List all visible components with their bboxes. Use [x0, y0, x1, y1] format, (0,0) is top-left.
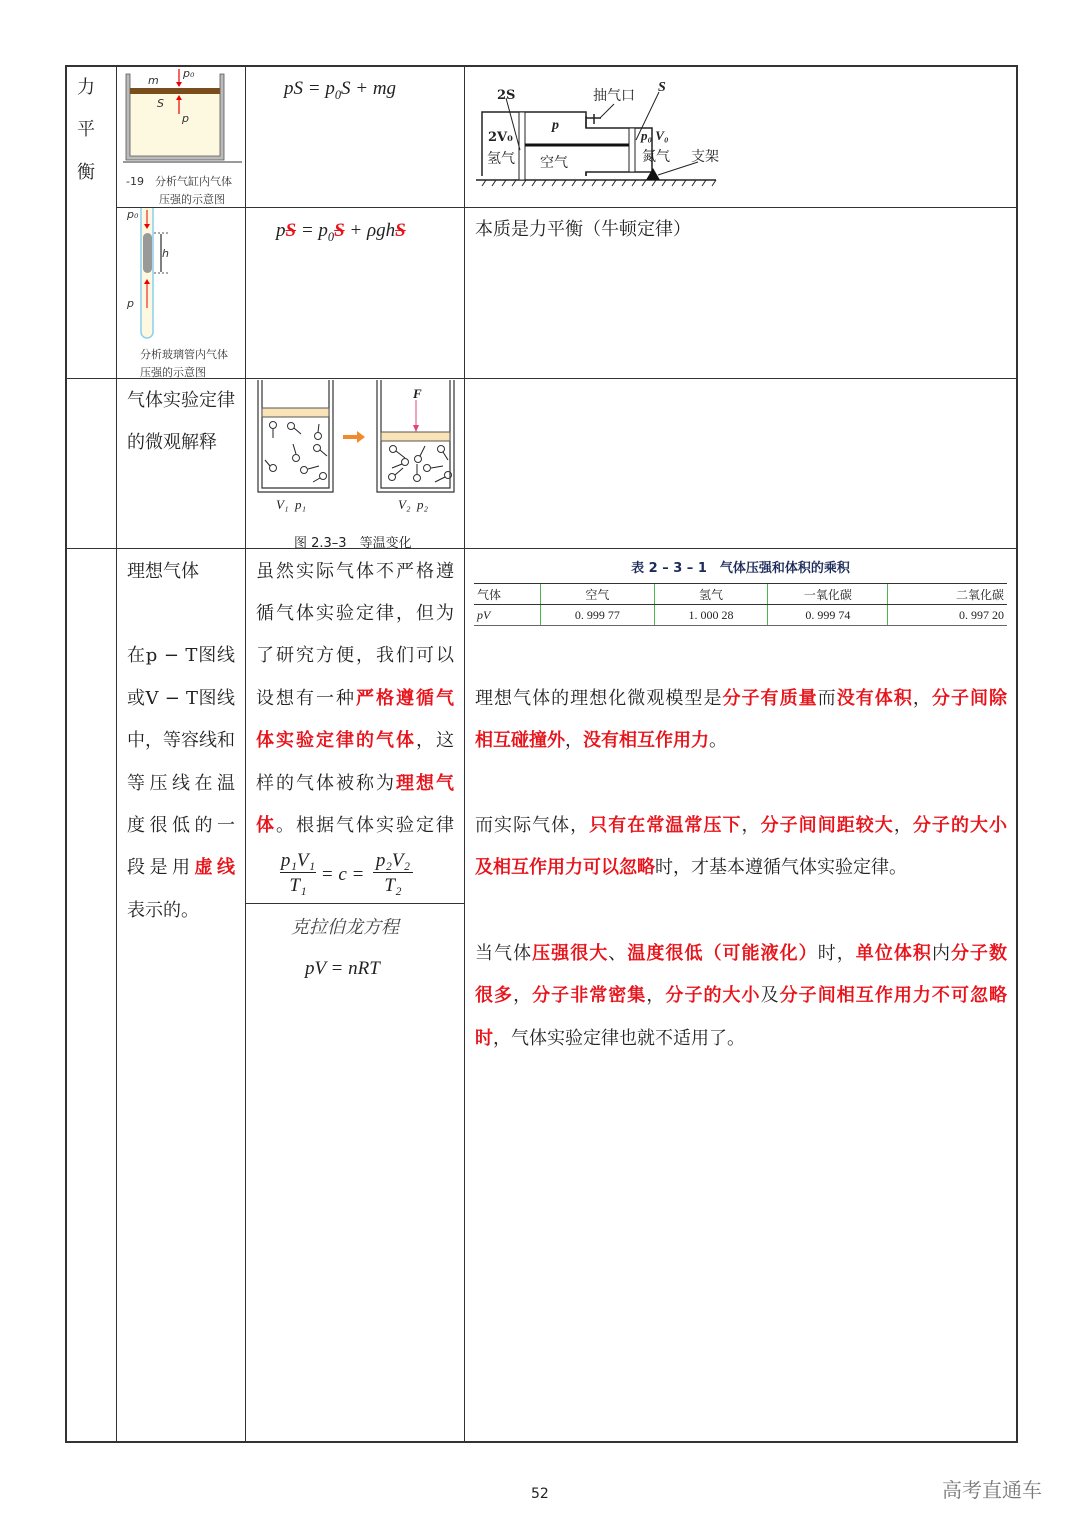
- pv-table: [474, 583, 1007, 626]
- highlight-text: 及相互作用力可以忽略: [475, 857, 655, 878]
- label-S: S: [157, 97, 164, 110]
- text-line: [256, 730, 454, 752]
- highlight-text: 时: [475, 1028, 493, 1049]
- text-line: [256, 688, 454, 710]
- table-border-bottom: [65, 1441, 1018, 1443]
- pv-table-header: [474, 584, 1007, 605]
- body-text: 或V − T图线: [127, 688, 235, 709]
- label-air: 空气: [540, 155, 568, 171]
- highlight-text: 理想气: [396, 773, 454, 794]
- text-line: [256, 603, 454, 625]
- label-2S: 2S: [497, 88, 516, 103]
- clapeyron-formula: pV = nRT: [305, 958, 380, 979]
- column-divider: [245, 65, 246, 1442]
- highlight-text: 分子间间距较大: [760, 815, 894, 836]
- label-force-1: 力: [77, 77, 95, 98]
- body-text: 而: [817, 688, 837, 709]
- highlight-text: 严格遵循气: [356, 688, 454, 709]
- tube-label-p: p: [127, 297, 134, 310]
- body-text: 表示的。: [127, 900, 199, 921]
- column-divider: [464, 65, 465, 1442]
- body-text: 在p − T图线: [127, 645, 235, 666]
- label-force-2: 平: [77, 119, 95, 140]
- body-text: 内: [931, 943, 951, 964]
- row-divider: [65, 378, 1017, 379]
- glass-tube-diagram: [118, 208, 244, 343]
- highlight-text: 体: [256, 815, 276, 836]
- highlight-text: 分子数: [950, 943, 1008, 964]
- cell: 0. 999 74: [768, 605, 888, 626]
- isothermal-molecules-diagram: [255, 380, 460, 495]
- highlight-text: 虚线: [194, 857, 235, 878]
- highlight-text: 单位体积: [855, 943, 932, 964]
- text-line: [475, 943, 1007, 965]
- clapeyron-title: 克拉伯龙方程: [291, 917, 399, 938]
- body-text: 时，: [817, 943, 856, 964]
- body-text: 等压线在温: [127, 773, 235, 794]
- micro-label-2: 的微观解释: [127, 432, 217, 453]
- body-text: ，: [565, 730, 583, 751]
- body-text: 而实际气体，: [475, 815, 590, 836]
- body-text: ，气体实验定律也就不适用了。: [493, 1028, 745, 1049]
- body-text: 时，才基本遵循气体实验定律。: [655, 857, 907, 878]
- essence-text: 本质是力平衡（牛顿定律）: [475, 219, 691, 240]
- document-page: 力 平 衡 m p₀ S p -19 分析气缸内气体 压强的示意图 p₀ h p 分析玻璃管内气体 压强的示意图 pS = $p_0S$ + mg pS = $p_0S + \rho ghS$ 2S 抽气口 S 2V₀ 氢气 p 空气 p₀ V₀ 氮气 支架 本质是力平衡（牛顿定律） 气体实验定律 的微观解释 F V₁ p₁ V₂ p₂ 图 2.3–3 等温变化 理想气体 在p − T图线 或V − T图线 中，等容线和 等压线在温 度很低的一 段是用虚线 表示的。 虽然实际气体不严格遵 循气体实验定律，但为 了研究方便，我们可以 设想有一种严格遵循气 体实验定律的气体，这 样的气体被称为理想气 体。根据气体实验定律 p₁V₁ T₁ = c = p₂V₂ T₂ 克拉伯龙方程 pV = nRT 表 2 – 3 – 1 气体压强和体积的乘积 气体 空气 氢气 一氧化碳 二氧化碳 pV 0. 999 77 1. 000 28 0. 999 74 0. 997 20 理想气体的理想化微观模型是分子有质量而没有体积，分子间除 相互碰撞外，没有相互作用力。 而实际气体，只有在常温常压下，分子间间距较大，分子的大小 及相互作用力可以忽略时，才基本遵循气体实验定律。 当气体压强很大、温度很低（可能液化）时，单位体积内分子数 很多，分子非常密集，分子的大小及分子间相互作用力不可忽略 时，气体实验定律也就不适用了。 52 高考直通车: [0, 0, 1080, 1527]
- cylinder-caption-2: 压强的示意图: [159, 193, 225, 206]
- row-divider: [245, 903, 464, 904]
- body-text: ，这: [416, 730, 454, 751]
- pv-table-row: [474, 605, 1007, 626]
- highlight-text: 分子的大小: [665, 985, 761, 1006]
- body-text: 设想有一种: [256, 688, 356, 709]
- body-text: 段是用: [127, 857, 195, 878]
- body-text: 虽然实际气体不严格遵: [256, 561, 454, 582]
- body-text: 度很低的一: [127, 815, 235, 836]
- highlight-text: 相互碰撞外: [475, 730, 565, 751]
- table-border-right: [1016, 65, 1018, 1442]
- body-text: 循气体实验定律，但为: [256, 603, 454, 624]
- micro-label-1: 气体实验定律: [127, 390, 235, 411]
- highlight-text: 体实验定律的气体: [256, 730, 416, 751]
- body-text: 当气体: [475, 943, 533, 964]
- cylinder-caption: -19 分析气缸内气体: [126, 175, 232, 188]
- body-text: 了研究方便，我们可以: [256, 645, 454, 666]
- text-line: [475, 1028, 1007, 1050]
- cell: 1. 000 28: [654, 605, 768, 626]
- body-text: ，: [646, 985, 666, 1006]
- label-nitrogen: 氮气: [642, 149, 670, 165]
- highlight-text: 分子间相互作用力不可忽略: [779, 985, 1008, 1006]
- tube-caption-2: 压强的示意图: [140, 366, 206, 379]
- label-outlet: 抽气口: [593, 88, 635, 104]
- body-text: 理想气体的理想化微观模型是: [475, 688, 723, 709]
- label-hydrogen: 氢气: [487, 151, 515, 167]
- label-p0V0: p₀ V₀: [641, 128, 669, 143]
- text-line: [256, 773, 454, 795]
- label-stand: 支架: [691, 149, 719, 165]
- body-text: ，: [912, 688, 932, 709]
- label-F: F: [413, 386, 422, 401]
- header-cell: 二氧化碳: [888, 584, 1007, 605]
- label-2V0: 2V₀: [488, 130, 513, 145]
- tube-label-p0: p₀: [127, 208, 139, 221]
- highlight-text: 分子间除: [931, 688, 1008, 709]
- label-p: p: [182, 112, 189, 125]
- text-line: [127, 645, 235, 667]
- body-text: ，: [513, 985, 533, 1006]
- cell: 0. 999 77: [541, 605, 655, 626]
- highlight-text: 压强很大: [532, 943, 609, 964]
- header-cell: 氢气: [654, 584, 768, 605]
- body-text: ，: [893, 815, 913, 836]
- row-divider: [116, 207, 1017, 208]
- cell: pV: [474, 605, 541, 626]
- text-line: [256, 645, 454, 667]
- body-text: 。根据气体实验定律: [276, 815, 454, 836]
- text-line: [475, 815, 1007, 837]
- label-m: m: [148, 74, 159, 87]
- body-text: 及: [760, 985, 780, 1006]
- formula-tube: pS = $p_0S + \rho ghS$: [276, 220, 406, 244]
- label-S-small: S: [658, 80, 666, 95]
- label-state-1: V₁ p₁: [276, 497, 306, 512]
- highlight-text: 温度很低（可能液化）: [627, 943, 818, 964]
- text-line: [127, 815, 235, 837]
- body-text: 、: [608, 943, 628, 964]
- figure-caption: 图 2.3–3 等温变化: [294, 536, 412, 551]
- text-line: [475, 730, 1007, 752]
- table-border-left: [65, 65, 67, 1442]
- highlight-text: 分子的大小: [912, 815, 1008, 836]
- header-cell: 气体: [474, 584, 541, 605]
- label-p-air: p: [552, 118, 559, 133]
- text-line: [256, 561, 454, 583]
- label-state-2: V₂ p₂: [398, 497, 428, 512]
- highlight-text: 分子有质量: [722, 688, 818, 709]
- tube-label-h: h: [162, 247, 169, 260]
- text-line: [127, 730, 235, 752]
- header-cell: 空气: [541, 584, 655, 605]
- formula-cylinder: pS = $p_0S$ + mg: [284, 78, 397, 102]
- row-divider: [65, 548, 1017, 549]
- text-line: [127, 857, 235, 879]
- highlight-text: 只有在常温常压下: [589, 815, 742, 836]
- header-cell: 一氧化碳: [768, 584, 888, 605]
- body-text: 。: [709, 730, 727, 751]
- highlight-text: 分子非常密集: [532, 985, 647, 1006]
- cylinder-diagram: [118, 66, 244, 166]
- text-line: [475, 688, 1007, 710]
- ideal-gas-label: 理想气体: [127, 561, 199, 582]
- column-divider: [116, 65, 117, 1442]
- text-line: [127, 900, 235, 922]
- text-line: [475, 857, 1007, 879]
- body-text: 样的气体被称为: [256, 773, 396, 794]
- highlight-text: 很多: [475, 985, 514, 1006]
- text-line: [475, 985, 1007, 1007]
- body-text: 中，等容线和: [127, 730, 235, 751]
- tube-caption: 分析玻璃管内气体: [140, 348, 228, 361]
- text-line: [256, 815, 454, 837]
- text-line: [127, 773, 235, 795]
- pv-table-title: 表 2 – 3 – 1 气体压强和体积的乘积: [631, 561, 850, 576]
- text-line: [127, 688, 235, 710]
- highlight-text: 没有体积: [836, 688, 913, 709]
- page-number: 52: [531, 1486, 549, 1502]
- body-text: ，: [741, 815, 761, 836]
- cell: 0. 997 20: [888, 605, 1007, 626]
- highlight-text: 没有相互作用力: [583, 730, 709, 751]
- watermark: 高考直通车: [942, 1478, 1042, 1502]
- label-p0: p₀: [183, 67, 195, 80]
- label-force-3: 衡: [77, 162, 95, 183]
